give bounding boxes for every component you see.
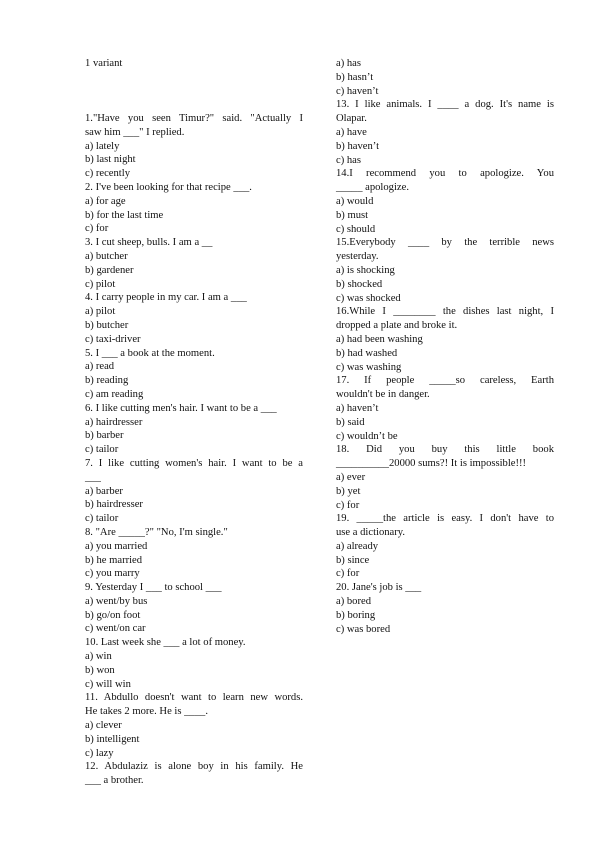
question-text: wouldn't be in danger. xyxy=(336,389,430,401)
answer-option: b) won xyxy=(85,664,115,676)
question-block xyxy=(336,305,554,374)
question-text: ___ xyxy=(85,471,101,483)
answer-option: a) for age xyxy=(85,195,126,207)
question-text: 13. I like animals. I ____ a dog. It's name is xyxy=(336,99,554,111)
answer-option: b) haven’t xyxy=(336,140,380,152)
answer-option: c) you marry xyxy=(85,568,140,580)
question-text: 10. Last week she ___ a lot of money. xyxy=(85,637,246,649)
question-text: _____ apologize. xyxy=(336,182,409,194)
question-text: 6. I like cutting men's hair. I want to be a ___ xyxy=(85,402,277,414)
answer-option: b) since xyxy=(336,554,370,566)
answer-option: c) wouldn’t be xyxy=(336,430,398,442)
answer-option: a) has xyxy=(336,58,361,69)
question-text: __________20000 sums?! It is impossible!!! xyxy=(336,458,527,470)
answer-option: a) is shocking xyxy=(336,264,395,276)
question-text: 12. Abdulaziz is alone boy in his family. He xyxy=(85,761,303,773)
answer-option: a) clever xyxy=(85,720,122,732)
answer-option: c) lazy xyxy=(85,747,114,759)
answer-option: c) has xyxy=(336,154,361,166)
answer-option: c) for xyxy=(336,568,360,580)
answer-option: b) reading xyxy=(85,375,129,387)
question-text: 20. Jane's job is ___ xyxy=(336,582,422,594)
answer-option: c) was shocked xyxy=(336,292,401,304)
answer-option: b) gardener xyxy=(85,264,134,276)
answer-option: a) haven’t xyxy=(336,402,379,414)
answer-option: b) hairdresser xyxy=(85,499,143,511)
question-text: 17. If people _____so careless, Earth xyxy=(336,375,554,387)
question-block xyxy=(85,236,303,291)
question-block xyxy=(336,98,554,167)
answer-option: c) taxi-driver xyxy=(85,333,141,345)
answer-option: b) go/on foot xyxy=(85,609,141,621)
question-text: 16.While I ________ the dishes last night, I xyxy=(336,306,554,318)
question-text: 3. I cut sheep, bulls. I am a __ xyxy=(85,237,213,249)
answer-option: b) yet xyxy=(336,485,361,497)
answer-option: b) must xyxy=(336,209,369,221)
answer-option: a) have xyxy=(336,126,367,138)
answer-option: a) hairdresser xyxy=(85,416,143,428)
question-block xyxy=(336,374,554,443)
question-text: 2. I've been looking for that recipe ___. xyxy=(85,181,252,193)
left-column xyxy=(85,112,303,788)
answer-option: a) read xyxy=(85,361,115,373)
answer-option: b) intelligent xyxy=(85,733,140,745)
answer-option: b) said xyxy=(336,416,365,428)
answer-option: a) bored xyxy=(336,596,371,608)
answer-option: a) butcher xyxy=(85,250,128,262)
answer-option: b) boring xyxy=(336,609,376,621)
question-text: 9. Yesterday I ___ to school ___ xyxy=(85,582,222,594)
question-text: 5. I ___ a book at the moment. xyxy=(85,347,215,359)
question-block xyxy=(336,443,554,512)
answer-option: c) recently xyxy=(85,168,130,180)
question-text: 4. I carry people in my car. I am a ___ xyxy=(85,292,247,304)
answer-option: a) went/by bus xyxy=(85,595,148,607)
answer-option: b) last night xyxy=(85,154,136,166)
question-block xyxy=(85,347,303,402)
answer-option: b) hasn’t xyxy=(336,71,374,83)
question-text: 11. Abdullo doesn't want to learn new words. xyxy=(85,692,303,704)
question-block xyxy=(85,112,303,181)
answer-option: a) lately xyxy=(85,140,120,152)
question-text: 8. "Are _____?" "No, I'm single." xyxy=(85,526,228,538)
answer-option: c) was bored xyxy=(336,623,391,635)
answer-option: b) butcher xyxy=(85,319,129,331)
answer-option: c) went/on car xyxy=(85,623,146,635)
question-block xyxy=(85,636,303,691)
answer-option: a) barber xyxy=(85,485,123,497)
question-text: 18. Did you buy this little book xyxy=(336,444,554,456)
answer-option: c) will win xyxy=(85,678,131,690)
answer-option: c) am reading xyxy=(85,388,144,400)
answer-option: c) pilot xyxy=(85,278,116,290)
question-block xyxy=(85,691,303,760)
question-text: 7. I like cutting women's hair. I want to be a xyxy=(85,457,303,469)
answer-option: c) tailor xyxy=(85,444,119,456)
answer-option: a) pilot xyxy=(85,306,116,318)
question-block xyxy=(85,526,303,581)
answer-option: b) barber xyxy=(85,430,124,442)
answer-option: a) already xyxy=(336,540,379,552)
answer-option: c) for xyxy=(85,223,109,235)
question-block xyxy=(85,581,303,636)
question-text: 19. _____the article is easy. I don't have to xyxy=(336,513,554,525)
answer-option: a) had been washing xyxy=(336,333,423,345)
question-block xyxy=(336,581,554,636)
answer-option: b) for the last time xyxy=(85,209,164,221)
answer-option: a) win xyxy=(85,651,112,663)
question-block xyxy=(85,457,303,526)
answer-option: c) tailor xyxy=(85,513,119,525)
question-text: 14.I recommend you to apologize. You xyxy=(336,168,554,180)
question-block xyxy=(85,181,303,236)
question-block xyxy=(85,402,303,457)
answer-option: a) ever xyxy=(336,471,366,483)
right-column xyxy=(336,57,554,636)
question-text: saw him ___" I replied. xyxy=(85,126,185,138)
question-block xyxy=(336,236,554,305)
variant-title: 1 variant xyxy=(85,58,123,69)
answer-option: c) was washing xyxy=(336,361,402,373)
question-text: He takes 2 more. He is ____. xyxy=(85,706,208,718)
question-text: Olapar. xyxy=(336,113,367,125)
question-text: 15.Everybody ____ by the terrible news xyxy=(336,237,554,249)
question-block xyxy=(336,167,554,236)
question-block xyxy=(336,57,554,98)
answer-option: b) shocked xyxy=(336,278,383,290)
question-text: 1."Have you seen Timur?" said. "Actually I xyxy=(85,113,303,124)
answer-option: c) should xyxy=(336,223,376,235)
answer-option: c) haven’t xyxy=(336,85,379,97)
answer-option: a) you married xyxy=(85,540,148,552)
question-text: ___ a brother. xyxy=(85,775,144,787)
question-text: yesterday. xyxy=(336,251,379,263)
answer-option: a) would xyxy=(336,195,374,207)
question-block xyxy=(85,760,303,788)
question-block xyxy=(85,291,303,346)
answer-option: b) had washed xyxy=(336,347,398,359)
question-text: use a dictionary. xyxy=(336,527,406,539)
question-text: dropped a plate and broke it. xyxy=(336,320,458,332)
answer-option: c) for xyxy=(336,499,360,511)
answer-option: b) he married xyxy=(85,554,143,566)
question-block xyxy=(336,512,554,581)
